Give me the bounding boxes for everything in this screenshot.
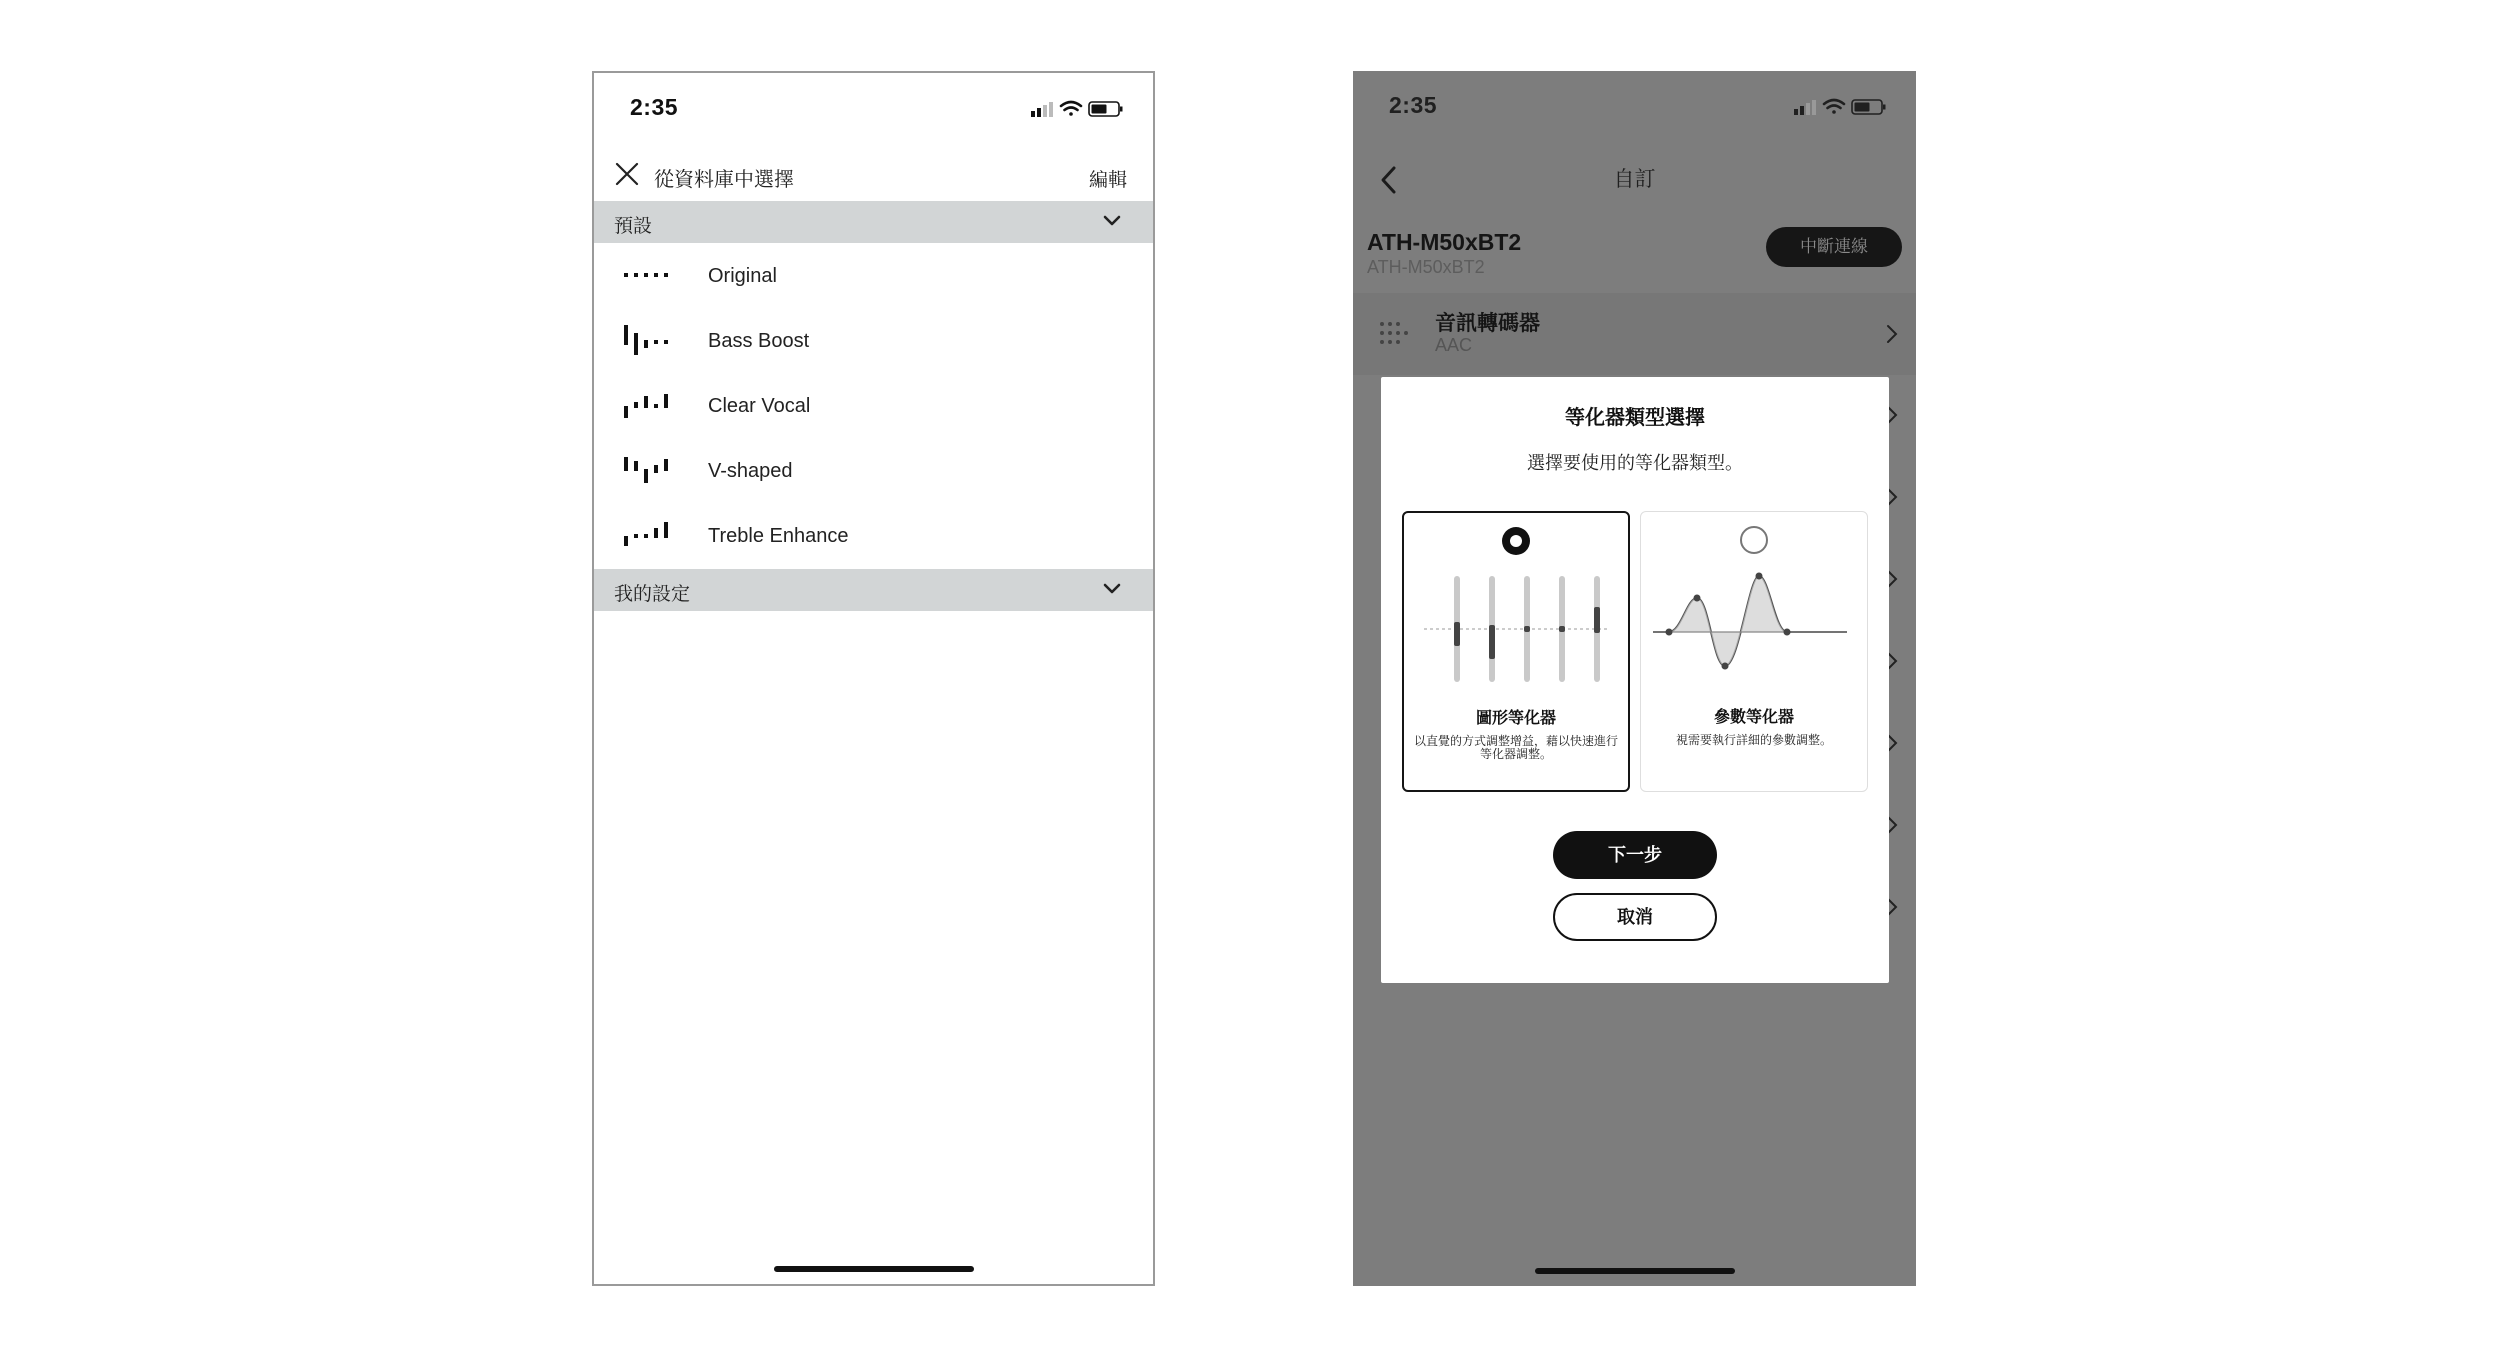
page-title: 自訂 [1613,168,1656,191]
signal-icon [1031,102,1053,117]
page-title: 從資料庫中選擇 [654,169,794,191]
device-name: ATH-M50xBT2 [1367,229,1522,255]
option-description: 視需要執行詳細的參數調整。 [1675,733,1832,747]
row-value: AAC [1435,335,1473,355]
dialog-title: 等化器類型選擇 [1565,407,1705,429]
section-label: 預設 [614,216,653,237]
nav-bar [594,153,1153,203]
wifi-icon [1061,102,1081,116]
option-graphic-eq[interactable] [1402,511,1630,792]
home-indicator[interactable] [774,1266,974,1272]
option-title: 圖形等化器 [1475,710,1556,727]
edit-button[interactable]: 編輯 [1088,170,1127,191]
preset-item-original[interactable] [594,243,1153,308]
option-title: 參數等化器 [1713,709,1794,726]
section-header-my-settings[interactable] [594,569,1153,611]
eq-bass-boost-icon [624,325,678,355]
status-icons [1029,97,1129,121]
nav-bar [1353,151,1916,201]
phone-screen-eq-library [592,71,1155,1286]
device-header [1353,213,1916,293]
option-parametric-eq[interactable] [1640,511,1868,792]
status-bar [1353,71,1916,141]
eq-treble-enhance-icon [624,520,678,550]
row-label: 音訊轉碼器 [1435,312,1540,335]
preset-name: Treble Enhance [708,525,849,547]
section-label: 我的設定 [614,584,691,605]
chevron-right-icon [1886,324,1898,344]
preset-name: Original [708,265,777,287]
eq-type-dialog [1381,377,1889,983]
disconnect-button[interactable]: 中斷連線 [1766,227,1902,267]
status-time: 2:35 [1389,92,1438,118]
preset-item-clear-vocal[interactable] [594,373,1153,438]
option-description: 以直覺的方式調整增益，藉以快速進行等化器調整。 [1413,734,1618,761]
status-bar [594,73,1153,143]
radio-selected-icon[interactable] [1502,527,1530,555]
preset-item-v-shaped[interactable] [594,438,1153,503]
preset-name: Clear Vocal [708,395,811,417]
battery-icon [1852,100,1886,114]
chevron-down-icon [1103,583,1121,595]
dialog-subtitle: 選擇要使用的等化器類型。 [1527,453,1743,473]
settings-row-codec[interactable] [1353,293,1916,375]
home-indicator[interactable] [1535,1268,1735,1274]
preset-item-bass-boost[interactable] [594,308,1153,373]
eq-v-shaped-icon [624,455,678,485]
section-header-presets[interactable] [594,201,1153,243]
battery-icon [1089,102,1123,116]
status-time: 2:35 [630,94,679,120]
parametric-eq-curve-icon [1651,566,1857,690]
codec-grid-icon [1379,321,1409,345]
preset-name: Bass Boost [708,330,810,352]
chevron-down-icon [1103,215,1121,227]
cancel-button[interactable]: 取消 [1553,893,1717,941]
phone-screen-eq-type-selection [1353,71,1916,1286]
close-icon[interactable] [614,161,640,187]
device-model: ATH-M50xBT2 [1367,257,1485,277]
next-button[interactable]: 下一步 [1553,831,1717,879]
signal-icon [1794,100,1816,115]
radio-unselected-icon[interactable] [1740,526,1768,554]
preset-item-treble-enhance[interactable] [594,503,1153,568]
eq-clear-vocal-icon [624,390,678,420]
wifi-icon [1824,100,1844,114]
status-icons [1792,95,1892,119]
graphic-eq-sliders-icon [1414,567,1620,691]
preset-name: V-shaped [708,460,793,482]
eq-original-icon [624,260,678,290]
